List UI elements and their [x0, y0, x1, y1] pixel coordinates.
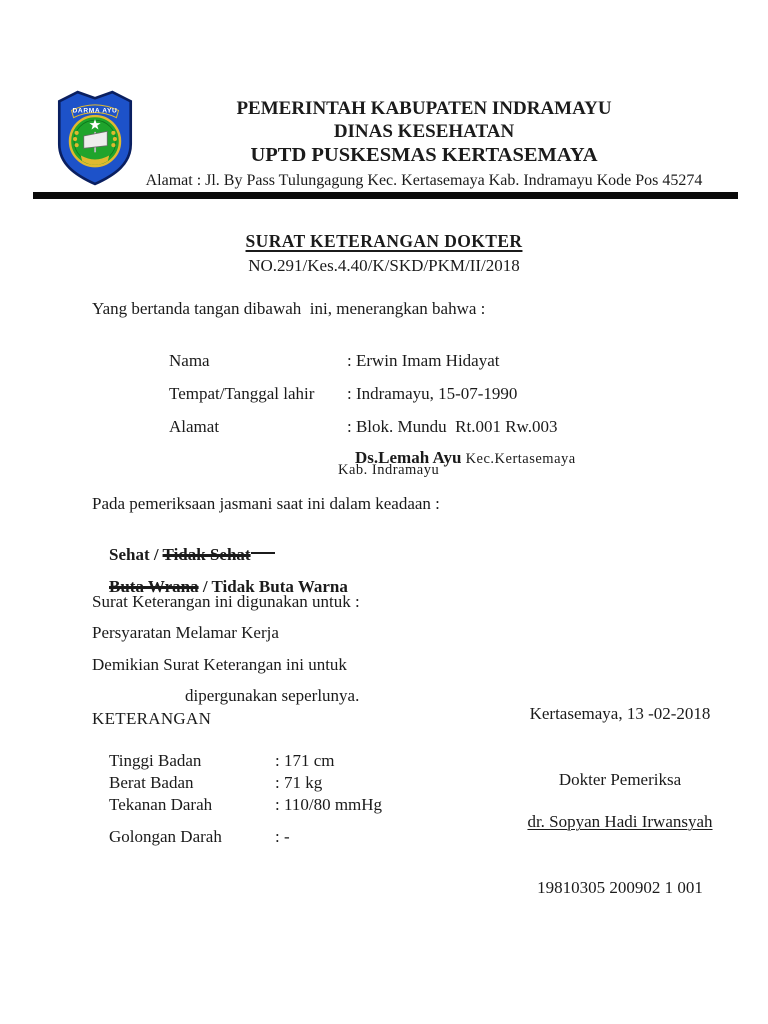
office-name: UPTD PUSKESMAS KERTASEMAYA: [250, 144, 598, 166]
weight-label: Berat Badan: [109, 773, 194, 792]
keterangan-row-blood-type: [92, 808, 290, 865]
title-block: [0, 231, 768, 276]
usage-value-line: Persyaratan Melamar Kerja: [92, 623, 279, 642]
document-title: SURAT KETERANGAN DOKTER: [245, 231, 523, 251]
place-date-line: Kertasemaya, 13 -02-2018: [529, 704, 711, 723]
letterhead: [100, 97, 748, 192]
doctor-name: dr. Sopyan Hadi Irwansyah: [527, 812, 713, 831]
blood-type-label: Golongan Darah: [109, 827, 222, 846]
birth-value: : Indramayu, 15-07-1990: [347, 384, 518, 403]
document-number: NO.291/Kes.4.40/K/SKD/PKM/II/2018: [248, 256, 520, 275]
colorblind-option-struck: Buta Wrana: [109, 577, 199, 596]
name-value: : Erwin Imam Hidayat: [347, 351, 500, 370]
intro-line: Yang bertanda tangan dibawah ini, menerangkan bahwa :: [92, 299, 486, 318]
office-address: Alamat : Jl. By Pass Tulungagung Kec. Kertasemaya Kab. Indramayu Kode Pos 45274: [145, 172, 703, 189]
address-label: Alamat: [169, 417, 220, 436]
address-line-3: Kab. Indramayu: [338, 462, 440, 478]
usage-intro-line: Surat Keterangan ini digunakan untuk :: [92, 592, 360, 611]
colorblind-option-kept: / Tidak Buta Warna: [198, 577, 348, 596]
health-option-kept: Sehat /: [109, 545, 163, 564]
signer-role: Dokter Pemeriksa: [558, 770, 682, 789]
district-name: Kec.Kertasemaya: [461, 451, 576, 467]
blood-type-value: : -: [275, 827, 290, 846]
doctor-nip: 19810305 200902 1 001: [537, 878, 703, 897]
government-name: PEMERINTAH KABUPATEN INDRAMAYU: [236, 98, 612, 119]
closing-line-1: Demikian Surat Keterangan ini untuk: [92, 655, 347, 674]
birth-label: Tempat/Tanggal lahir: [169, 384, 315, 403]
health-option-struck: Tidak Sehat: [162, 545, 251, 564]
height-label: Tinggi Badan: [109, 751, 202, 770]
name-label: Nama: [169, 351, 210, 370]
strike-extension: [251, 552, 275, 554]
department-name: DINAS KESEHATAN: [333, 121, 515, 142]
signature-block-name: [492, 767, 748, 943]
closing-line-2: dipergunakan seperlunya.: [185, 686, 360, 705]
exam-intro-line: Pada pemeriksaan jasmani saat ini dalam keadaan :: [92, 494, 440, 513]
header-divider: [33, 192, 738, 199]
keterangan-heading: KETERANGAN: [92, 709, 212, 728]
banner-text: DARMA AYU: [72, 107, 118, 115]
village-name: Ds.Lemah Ayu: [355, 448, 462, 467]
blood-pressure-value: : 110/80 mmHg: [275, 795, 383, 814]
address-value: : Blok. Mundu Rt.001 Rw.003: [347, 417, 558, 436]
blood-pressure-label: Tekanan Darah: [109, 795, 213, 814]
height-value: : 171 cm: [275, 751, 335, 770]
weight-value: : 71 kg: [275, 773, 323, 792]
